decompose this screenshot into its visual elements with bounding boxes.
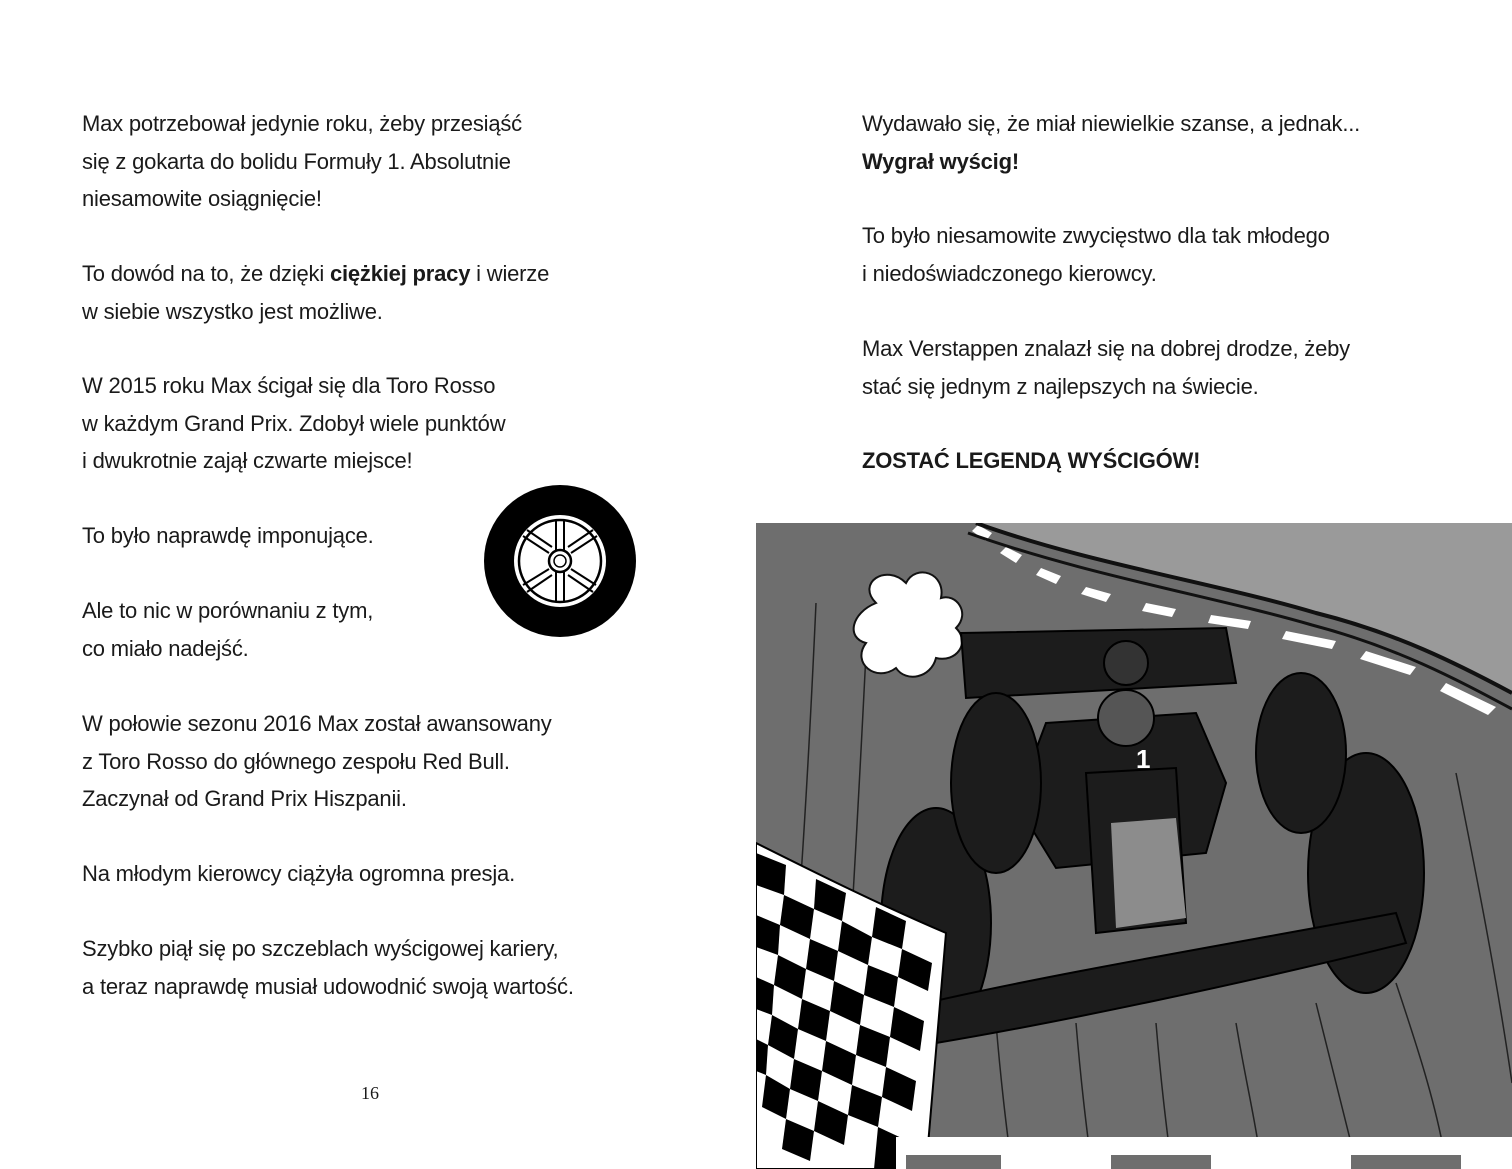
text-run: W 2015 roku Max ścigał się dla Toro Rosso — [82, 373, 496, 398]
paragraph — [862, 217, 1330, 292]
text-line — [82, 367, 505, 405]
paragraph — [82, 705, 552, 818]
text-run: Ale to nic w porównaniu z tym, — [82, 598, 374, 623]
bold-text: ZOSTAĆ LEGENDĄ WYŚCIGÓW! — [862, 448, 1201, 473]
text-line — [82, 592, 373, 630]
text-run: i wierze — [470, 261, 550, 286]
text-run: co miało nadejść. — [82, 635, 249, 661]
text-run: w każdym Grand Prix. Zdobył wiele punktów — [82, 410, 506, 436]
car-number: 1 — [1136, 744, 1151, 774]
text-run: Zaczynał od Grand Prix Hiszpanii. — [82, 786, 407, 811]
page-number: 16 — [361, 1083, 379, 1103]
paragraph — [862, 105, 1360, 180]
text-line — [82, 517, 374, 555]
text-line — [82, 930, 574, 968]
driver-helmet — [1098, 690, 1154, 746]
text-run: się z gokarta do bolidu Formuły 1. Absolutnie — [82, 148, 511, 174]
finish-line — [896, 1137, 1512, 1169]
bold-text: Wygrał wyścig! — [862, 148, 1019, 174]
text-run: W połowie sezonu 2016 Max został awansowany — [82, 711, 552, 736]
text-run: Max potrzebował jedynie roku, żeby przesiąść — [82, 111, 522, 136]
text-run: To dowód na to, że dzięki — [82, 261, 330, 286]
text-run: Szybko piął się po szczeblach wyścigowej kariery, — [82, 936, 559, 961]
text-run: i dwukrotnie zajął czwarte miejsce! — [82, 448, 413, 473]
text-line — [82, 968, 574, 1006]
paragraph — [82, 517, 374, 555]
text-line — [82, 255, 549, 293]
paragraph — [82, 105, 522, 218]
paragraph — [82, 592, 373, 667]
text-line — [862, 255, 1330, 293]
text-run: w siebie wszystko jest możliwe. — [82, 298, 383, 324]
text-line — [862, 105, 1360, 143]
car-nose — [1111, 818, 1186, 928]
tire-wheel-icon — [483, 484, 637, 638]
paragraph — [862, 330, 1350, 405]
text-run: Wydawało się, że miał niewielkie szanse, a jednak... — [862, 111, 1361, 136]
paragraph — [82, 255, 549, 330]
text-line — [862, 143, 1360, 181]
paragraph — [82, 367, 505, 480]
text-line — [82, 780, 552, 818]
paragraph — [862, 442, 1200, 480]
text-run: i niedoświadczonego kierowcy. — [862, 260, 1157, 286]
text-line — [82, 630, 373, 668]
text-line — [82, 442, 505, 480]
text-line — [82, 293, 549, 331]
text-run: z Toro Rosso do głównego zespołu Red Bull. — [82, 748, 510, 774]
text-line — [862, 368, 1350, 406]
text-line — [862, 442, 1200, 480]
paragraph — [82, 855, 515, 893]
text-run: niesamowite osiągnięcie! — [82, 186, 322, 211]
text-run: To było niesamowite zwycięstwo dla tak młodego — [862, 223, 1330, 248]
text-line — [82, 405, 505, 443]
text-run: To było naprawdę imponujące. — [82, 523, 374, 548]
text-line — [82, 743, 552, 781]
text-line — [82, 105, 522, 143]
text-run: Max Verstappen znalazł się na dobrej drodze, żeby — [862, 336, 1350, 361]
f1-car-illustration — [756, 523, 1512, 1169]
text-line — [862, 217, 1330, 255]
text-run: stać się jednym z najlepszych na świecie. — [862, 373, 1259, 399]
text-line — [82, 180, 522, 218]
text-line — [82, 143, 522, 181]
text-line — [82, 705, 552, 743]
text-run: Na młodym kierowcy ciążyła ogromna presja. — [82, 861, 515, 886]
text-run: a teraz naprawdę musiał udowodnić swoją wartość. — [82, 973, 574, 999]
right-page — [756, 0, 1512, 1169]
text-line — [82, 855, 515, 893]
text-line — [862, 330, 1350, 368]
paragraph — [82, 930, 574, 1005]
bold-text: ciężkiej pracy — [329, 261, 471, 286]
